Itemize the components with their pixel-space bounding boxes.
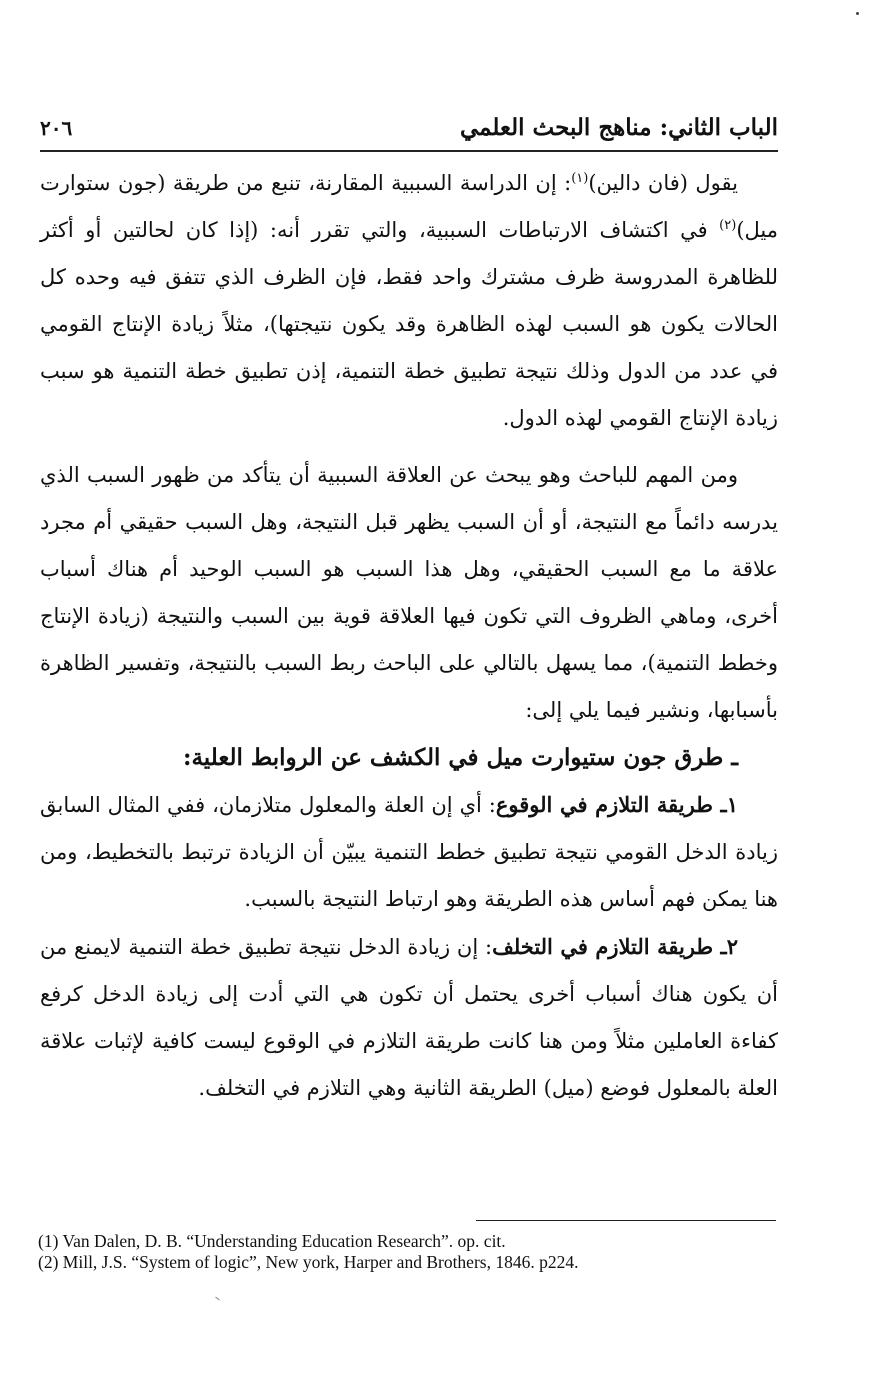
footnote-1: (1) Van Dalen, D. B. “Understanding Education Research”. op. cit.: [38, 1231, 506, 1251]
footnote-2: (2) Mill, J.S. “System of logic”, New york, Harper and Brothers, 1846. p224.: [38, 1252, 579, 1272]
method-2-text: : إن زيادة الدخل نتيجة تطبيق خطة التنمية لايمنع من أن يكون هناك أسباب أخرى يحتمل أن تكون هي التي أدت إلى زيادة الدخل كرفع كفاءة العاملين مثلاً ومن هنا كانت طريقة التلازم في الوقوع ليست كافية لإثبات علاقة العلة بالمعلول فوضع (ميل) الطريقة الثانية وهي التلازم في التخلف.: [40, 935, 778, 1100]
footnotes: [38, 1231, 778, 1273]
method-1-label: ١ـ طريقة التلازم في الوقوع: [495, 792, 738, 817]
paragraph-2: ومن المهم للباحث وهو يبحث عن العلاقة السببية أن يتأكد من ظهور السبب الذي يدرسه دائماً مع النتيجة، أو أن السبب يظهر قبل النتيجة، وهل السبب حقيقي أم مجرد علاقة ما مع السبب الحقيقي، وهل هذا السبب هو السبب الوحيد أم هناك أسباب أخرى، وماهي الظروف التي تكون فيها العلاقة قوية بين السبب والنتيجة (زيادة الإنتاج وخطط التنمية)، مما يسهل بالتالي على الباحث ربط السبب بالنتيجة، وتفسير الظاهرة بأسبابها، ونشير فيما يلي إلى:: [40, 463, 778, 722]
method-2-label: ٢ـ طريقة التلازم في التخلف: [492, 934, 738, 959]
method-1-text: : أي إن العلة والمعلول متلازمان، ففي المثال السابق زيادة الدخل القومي نتيجة تطبيق خطط التنمية يبيّن أن الزيادة ترتبط بالتخطيط، ومن هنا يمكن فهم أساس هذه الطريقة وهو ارتباط النتيجة بالسبب.: [40, 793, 778, 911]
footnote-ref-1[interactable]: (١): [571, 171, 589, 186]
method-2: [40, 923, 778, 1112]
section-heading: ـ طرق جون ستيوارت ميل في الكشف عن الروابط العلية:: [182, 744, 738, 771]
chapter-title: الباب الثاني: مناهج البحث العلمي: [459, 114, 778, 141]
paragraph-1-middle: : إن الدراسة السببية المقارنة، تنبع من طريقة (جون ستوارت ميل): [40, 171, 778, 242]
body-text: [40, 160, 778, 1112]
scan-speck: [856, 12, 859, 15]
footnote-ref-2[interactable]: (٢): [719, 218, 737, 233]
footnote-divider: [476, 1220, 776, 1221]
scan-speck-lower: [215, 1297, 220, 1301]
method-1: [40, 781, 778, 923]
running-header: [40, 110, 778, 152]
paragraph-1-end: في اكتشاف الارتباطات السببية، والتي تقرر أنه: (إذا كان لحالتين أو أكثر للظاهرة المدروسة ظرف مشترك واحد فقط، فإن الظرف الذي تتفق فيه وحده كل الحالات يكون هو السبب لهذه الظاهرة وقد يكون نتيجتها)، مثلاً زيادة الإنتاج القومي في عدد من الدول وذلك نتيجة تطبيق خطة التنمية، إذن تطبيق خطة التنمية هو سبب زيادة الإنتاج القومي لهذه الدول.: [40, 218, 778, 430]
page-number: ٢٠٦: [40, 116, 73, 140]
paragraph-1-start: يقول (فان دالين): [588, 171, 739, 195]
paragraph-1: [40, 160, 778, 442]
